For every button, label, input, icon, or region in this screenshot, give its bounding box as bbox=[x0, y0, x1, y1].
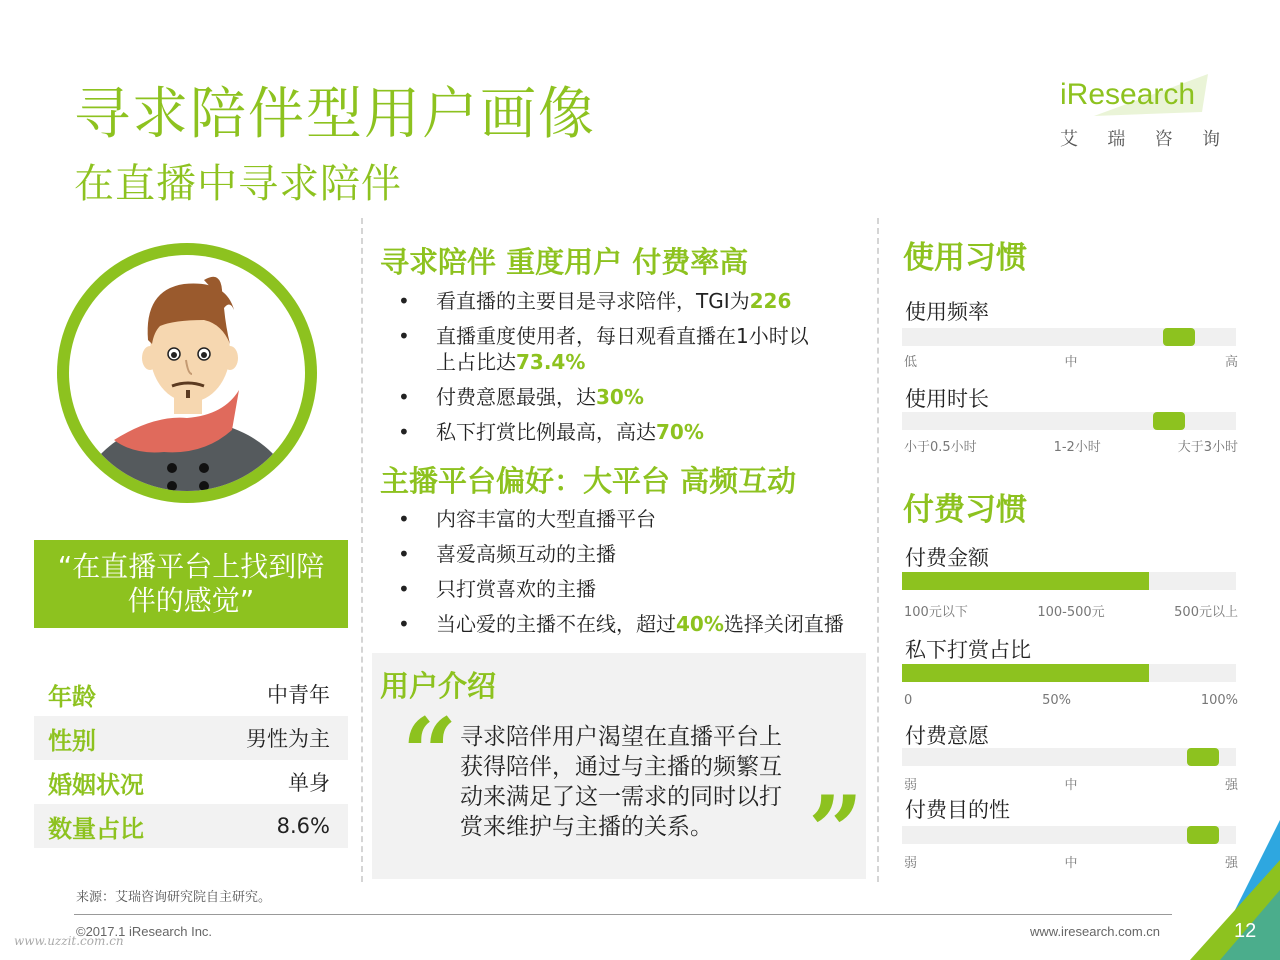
companionship-bullet-list bbox=[396, 288, 872, 454]
metric-label: 私下打赏占比 bbox=[905, 638, 1031, 662]
list-item bbox=[396, 611, 872, 637]
profile-value: 单身 bbox=[288, 771, 330, 795]
scale-label: 弱 bbox=[904, 856, 918, 871]
item-text: 只打赏喜欢的主播 bbox=[436, 577, 596, 601]
profile-row bbox=[34, 760, 348, 804]
source-note: 来源：艾瑞咨询研究院自主研究。 bbox=[76, 890, 272, 905]
list-item bbox=[396, 541, 872, 567]
level-marker bbox=[1153, 412, 1185, 430]
list-item bbox=[396, 384, 872, 410]
item-text: 内容丰富的大型直播平台 bbox=[436, 507, 656, 531]
user-quote-text: “在直播平台上找到陪伴的感觉” bbox=[57, 550, 325, 617]
list-item bbox=[396, 506, 872, 532]
logo-wordmark: iResearch bbox=[1060, 78, 1196, 111]
watermark-text: www.uzzit.com.cn bbox=[14, 934, 124, 948]
profile-table bbox=[34, 672, 348, 848]
metric-track bbox=[902, 664, 1236, 682]
column-divider bbox=[877, 218, 879, 882]
metric-track bbox=[902, 328, 1236, 346]
item-highlight: 73.4% bbox=[516, 350, 586, 374]
list-item bbox=[396, 419, 872, 445]
metric-scale bbox=[904, 774, 1238, 793]
list-item bbox=[396, 288, 872, 314]
scale-label: 中 bbox=[1064, 355, 1078, 370]
scale-label: 高 bbox=[1224, 355, 1238, 370]
metric-track bbox=[902, 748, 1236, 766]
logo-cn-text bbox=[1060, 125, 1220, 151]
section-heading-usage: 使用习惯 bbox=[903, 240, 1027, 276]
scale-label: 小于0.5小时 bbox=[904, 440, 977, 455]
scale-label: 大于3小时 bbox=[1177, 440, 1238, 455]
metric-scale bbox=[904, 693, 1238, 708]
profile-key: 数量占比 bbox=[48, 814, 144, 843]
metric-scale bbox=[904, 351, 1238, 370]
scale-label: 中 bbox=[1064, 856, 1078, 871]
profile-key: 性别 bbox=[48, 726, 96, 755]
level-fill-bar bbox=[902, 664, 1149, 682]
item-text: 私下打赏比例最高，高达 bbox=[436, 420, 656, 444]
profile-value: 男性为主 bbox=[246, 727, 330, 751]
scale-label: 50% bbox=[1042, 693, 1071, 708]
metric-label: 使用频率 bbox=[905, 300, 989, 324]
item-text: 直播重度使用者，每日观看直播在1小时以 bbox=[436, 324, 809, 348]
close-quote-icon: ” bbox=[808, 775, 864, 888]
user-avatar-illustration bbox=[54, 240, 320, 506]
level-marker bbox=[1187, 748, 1219, 766]
level-fill-bar bbox=[902, 572, 1149, 590]
scale-label: 100元以下 bbox=[904, 605, 968, 620]
profile-row bbox=[34, 672, 348, 716]
logo-cn-char: 咨 bbox=[1154, 129, 1173, 150]
scale-label: 100-500元 bbox=[1037, 605, 1105, 620]
scale-label: 强 bbox=[1224, 778, 1238, 793]
profile-value: 8.6% bbox=[276, 814, 330, 838]
open-quote-icon: “ bbox=[402, 697, 458, 810]
metric-label: 使用时长 bbox=[905, 387, 989, 411]
metric-label: 付费金额 bbox=[905, 546, 989, 570]
corner-decoration-icon bbox=[1180, 820, 1280, 960]
scale-label: 弱 bbox=[904, 778, 918, 793]
user-intro-title: 用户介绍 bbox=[380, 669, 497, 703]
scale-label: 100% bbox=[1200, 693, 1238, 708]
user-quote-box bbox=[34, 540, 348, 628]
scale-label: 低 bbox=[904, 355, 918, 370]
metric-track bbox=[902, 412, 1236, 430]
item-text: 喜爱高频互动的主播 bbox=[436, 542, 616, 566]
profile-row bbox=[34, 716, 348, 760]
section-heading-companionship: 寻求陪伴 重度用户 付费率高 bbox=[380, 245, 749, 279]
logo-cn-char: 瑞 bbox=[1107, 129, 1126, 150]
item-text: 看直播的主要目是寻求陪伴，TGI为 bbox=[436, 289, 750, 313]
item-text: 当心爱的主播不在线，超过 bbox=[436, 612, 676, 636]
item-highlight: 70% bbox=[656, 420, 704, 444]
logo-cn-char: 艾 bbox=[1060, 129, 1078, 150]
section-heading-payment: 付费习惯 bbox=[903, 492, 1027, 528]
user-intro-text: 寻求陪伴用户渴望在直播平台上获得陪伴，通过与主播的频繁互动来满足了这一需求的同时以打赏来维护与主播的关系。 bbox=[460, 724, 782, 840]
platform-bullet-list bbox=[396, 506, 872, 646]
scale-label: 0 bbox=[904, 693, 913, 708]
list-item bbox=[396, 323, 872, 375]
column-divider bbox=[361, 218, 363, 882]
item-highlight: 30% bbox=[596, 385, 644, 409]
item-highlight: 40% bbox=[676, 612, 724, 636]
item-text: 付费意愿最强，达 bbox=[436, 385, 596, 409]
scale-label: 500元以上 bbox=[1174, 605, 1238, 620]
list-item bbox=[396, 576, 872, 602]
metric-scale bbox=[904, 436, 1238, 455]
section-heading-platform: 主播平台偏好：大平台 高频互动 bbox=[380, 464, 797, 498]
scale-label: 强 bbox=[1224, 856, 1238, 871]
level-marker bbox=[1163, 328, 1195, 346]
profile-row bbox=[34, 804, 348, 848]
website-link[interactable]: www.iresearch.com.cn bbox=[1030, 924, 1161, 939]
logo-cn-char: 询 bbox=[1201, 129, 1220, 150]
scale-label: 1-2小时 bbox=[1053, 440, 1101, 455]
profile-key: 婚姻状况 bbox=[48, 770, 144, 799]
metric-scale bbox=[904, 601, 1238, 620]
page-title: 寻求陪伴型用户画像 bbox=[74, 82, 596, 147]
metric-label: 付费意愿 bbox=[905, 724, 989, 748]
footer-divider bbox=[74, 914, 1172, 915]
profile-value: 中青年 bbox=[267, 683, 330, 707]
item-text: 上占比达 bbox=[436, 350, 516, 374]
item-highlight: 226 bbox=[749, 289, 792, 313]
metric-track bbox=[902, 572, 1236, 590]
page-number: 12 bbox=[1234, 920, 1257, 942]
item-text: 选择关闭直播 bbox=[723, 612, 844, 636]
page-subtitle: 在直播中寻求陪伴 bbox=[74, 161, 402, 207]
profile-key: 年龄 bbox=[48, 682, 96, 711]
scale-label: 中 bbox=[1064, 778, 1078, 793]
metric-label: 付费目的性 bbox=[905, 798, 1010, 822]
copyright-text: ©2017.1 iResearch Inc. bbox=[76, 924, 213, 939]
